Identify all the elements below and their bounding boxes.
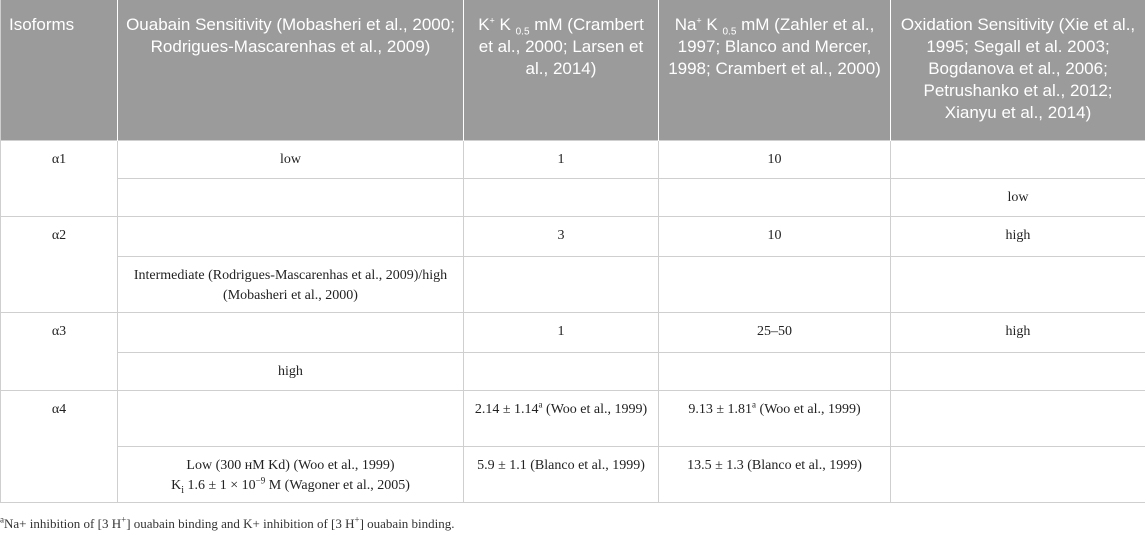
k-cell: 3 bbox=[464, 216, 659, 256]
oxidation-cell: high bbox=[891, 216, 1145, 256]
header-k-k05: K+ K $_{0.5}$ mM (Crambert et al., 2000; Larsen et al., 2014) bbox=[464, 0, 659, 140]
na-cell bbox=[659, 256, 891, 312]
oxidation-cell bbox=[891, 446, 1145, 502]
ouabain-cell bbox=[118, 216, 464, 256]
header-oxidation-sensitivity: Oxidation Sensitivity (Xie et al., 1995; Segall et al. 2003; Bogdanova et al., 2006; Petrushanko et al., 2012; Xianyu et al., 2014) bbox=[891, 0, 1145, 140]
k-cell: 1 bbox=[464, 140, 659, 178]
oxidation-cell: low bbox=[891, 178, 1145, 216]
isoform-cell-a3: α3 bbox=[1, 312, 118, 390]
na-cell: 25–50 bbox=[659, 312, 891, 352]
table-row bbox=[1, 446, 1145, 502]
na-cell: 13.5 ± 1.3 (Blanco et al., 1999) bbox=[659, 446, 891, 502]
table-row bbox=[1, 140, 1145, 178]
header-isoforms: Isoforms bbox=[1, 0, 118, 140]
table-header bbox=[1, 0, 1145, 140]
table-row bbox=[1, 256, 1145, 312]
ouabain-cell: high bbox=[118, 352, 464, 390]
na-cell: 10 bbox=[659, 140, 891, 178]
ouabain-cell: Intermediate (Rodrigues-Mascarenhas et al., 2009)/high (Mobasheri et al., 2000) bbox=[118, 256, 464, 312]
k-cell: 5.9 ± 1.1 (Blanco et al., 1999) bbox=[464, 446, 659, 502]
k-cell: 2.14 ± 1.14$^a$ (Woo et al., 1999) bbox=[464, 390, 659, 446]
oxidation-cell bbox=[891, 140, 1145, 178]
table-row bbox=[1, 312, 1145, 352]
na-cell bbox=[659, 352, 891, 390]
ouabain-cell: low bbox=[118, 140, 464, 178]
k-cell bbox=[464, 178, 659, 216]
isoform-cell-a2: α2 bbox=[1, 216, 118, 312]
header-na-k05: Na+ K $_{0.5}$ mM (Zahler et al., 1997; Blanco and Mercer, 1998; Crambert et al., 2000) bbox=[659, 0, 891, 140]
k-cell bbox=[464, 352, 659, 390]
na-cell bbox=[659, 178, 891, 216]
oxidation-cell: high bbox=[891, 312, 1145, 352]
table-row bbox=[1, 390, 1145, 446]
na-cell: 10 bbox=[659, 216, 891, 256]
na-cell: 9.13 ± 1.81$^a$ (Woo et al., 1999) bbox=[659, 390, 891, 446]
table-row bbox=[1, 216, 1145, 256]
isoform-cell-a1: α1 bbox=[1, 140, 118, 216]
ouabain-cell bbox=[118, 390, 464, 446]
ouabain-cell bbox=[118, 178, 464, 216]
k-cell bbox=[464, 256, 659, 312]
table-row bbox=[1, 178, 1145, 216]
ouabain-cell: Low (300 нМ Kd) (Woo et al., 1999) $K_i$ $1.6 \pm 1 \times 10^{-9}$ M (Wagoner et al., 2005) bbox=[118, 446, 464, 502]
table-footnote: $^a$Na+ inhibition of [3 H+] ouabain binding and K+ inhibition of [3 H+] ouabain binding. bbox=[0, 514, 455, 531]
oxidation-cell bbox=[891, 256, 1145, 312]
k-cell: 1 bbox=[464, 312, 659, 352]
oxidation-cell bbox=[891, 352, 1145, 390]
header-ouabain-sensitivity: Ouabain Sensitivity (Mobasheri et al., 2000; Rodrigues-Mascarenhas et al., 2009) bbox=[118, 0, 464, 140]
table-row bbox=[1, 352, 1145, 390]
oxidation-cell bbox=[891, 390, 1145, 446]
ouabain-cell bbox=[118, 312, 464, 352]
isoform-cell-a4: α4 bbox=[1, 390, 118, 502]
